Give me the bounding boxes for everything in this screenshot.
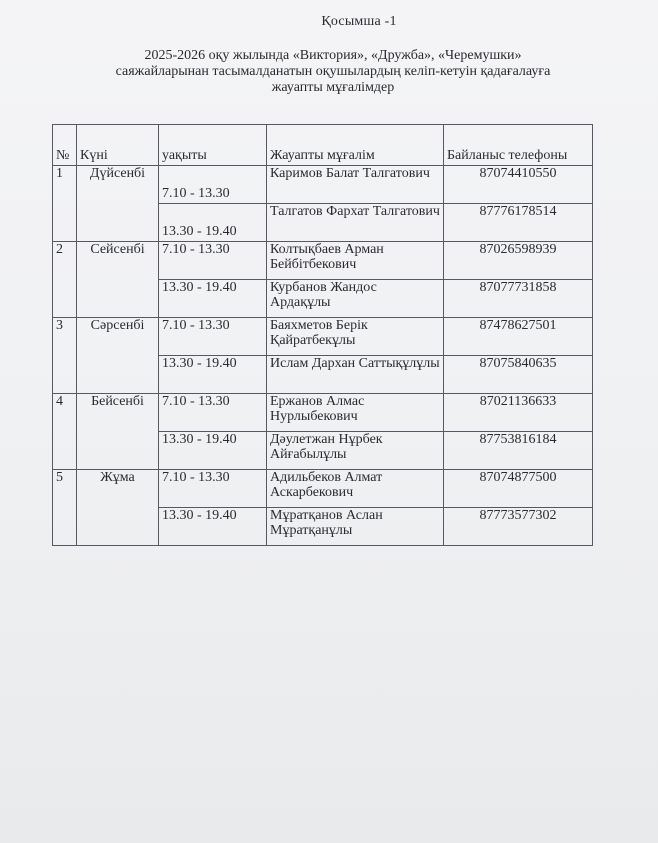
table-row xyxy=(53,166,593,204)
row-number: 3 xyxy=(53,318,77,394)
phone-number: 87074410550 xyxy=(444,166,593,204)
phone-number: 87776178514 xyxy=(444,204,593,242)
teacher-name: Каримов Балат Талгатович xyxy=(267,166,444,204)
teacher-name: Мұратқанов Аслан Мұратқанұлы xyxy=(267,508,444,546)
shift-time: 13.30 - 19.40 xyxy=(159,432,267,470)
table-row xyxy=(53,394,593,432)
header-time: уақыты xyxy=(159,125,267,166)
shift-time: 13.30 - 19.40 xyxy=(159,356,267,394)
row-number: 5 xyxy=(53,470,77,546)
phone-number: 87773577302 xyxy=(444,508,593,546)
teacher-name: Адильбеков Алмат Аскарбекович xyxy=(267,470,444,508)
shift-time: 13.30 - 19.40 xyxy=(159,508,267,546)
row-number: 4 xyxy=(53,394,77,470)
row-number: 2 xyxy=(53,242,77,318)
phone-number: 87077731858 xyxy=(444,280,593,318)
day-name: Сейсенбі xyxy=(77,242,159,318)
day-name: Дүйсенбі xyxy=(77,166,159,242)
teacher-name: Ислам Дархан Саттықұлұлы xyxy=(267,356,444,394)
header-day: Күні xyxy=(77,125,159,166)
phone-number: 87026598939 xyxy=(444,242,593,280)
table-row xyxy=(53,470,593,508)
shift-time: 13.30 - 19.40 xyxy=(159,204,267,242)
phone-number: 87075840635 xyxy=(444,356,593,394)
header-num: № xyxy=(53,125,77,166)
heading-line-1: 2025-2026 оқу жылында «Виктория», «Дружба», «Черемушки» xyxy=(144,48,522,63)
shift-time: 13.30 - 19.40 xyxy=(159,280,267,318)
row-number: 1 xyxy=(53,166,77,242)
heading-line-2: саяжайларынан тасымалданатын оқушылардың келіп-кетуін қадағалауға xyxy=(115,64,551,79)
schedule-table xyxy=(52,124,593,546)
appendix-label: Қосымша -1 xyxy=(321,14,397,29)
phone-number: 87753816184 xyxy=(444,432,593,470)
phone-number: 87021136633 xyxy=(444,394,593,432)
teacher-name: Колтықбаев Арман Бейбітбекович xyxy=(267,242,444,280)
document-heading xyxy=(0,48,658,96)
day-name: Жұма xyxy=(77,470,159,546)
header-teacher: Жауапты мұғалім xyxy=(267,125,444,166)
phone-number: 87074877500 xyxy=(444,470,593,508)
shift-time: 7.10 - 13.30 xyxy=(159,242,267,280)
shift-time: 7.10 - 13.30 xyxy=(159,166,267,204)
shift-time: 7.10 - 13.30 xyxy=(159,318,267,356)
table-row xyxy=(53,242,593,280)
teacher-name: Дәулетжан Нұрбек Айғабылұлы xyxy=(267,432,444,470)
teacher-name: Талгатов Фархат Талгатович xyxy=(267,204,444,242)
table-row xyxy=(53,318,593,356)
teacher-name: Баяхметов Берік Қайратбекұлы xyxy=(267,318,444,356)
day-name: Бейсенбі xyxy=(77,394,159,470)
header-phone: Байланыс телефоны xyxy=(444,125,593,166)
teacher-name: Ержанов Алмас Нурлыбекович xyxy=(267,394,444,432)
table-header-row xyxy=(53,125,593,166)
shift-time: 7.10 - 13.30 xyxy=(159,470,267,508)
heading-line-3: жауапты мұғалімдер xyxy=(271,80,395,95)
teacher-name: Курбанов Жандос Ардақұлы xyxy=(267,280,444,318)
shift-time: 7.10 - 13.30 xyxy=(159,394,267,432)
day-name: Сәрсенбі xyxy=(77,318,159,394)
phone-number: 87478627501 xyxy=(444,318,593,356)
